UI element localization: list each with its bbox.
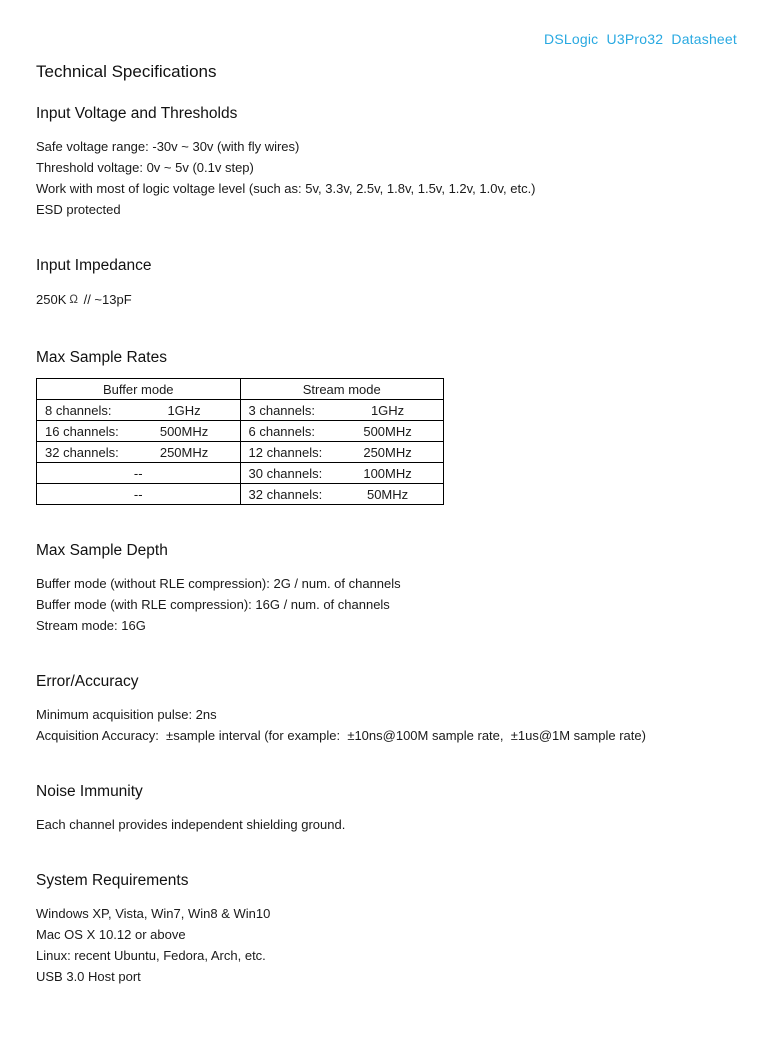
section-body-system-requirements [36, 903, 729, 987]
buffer-mode-cell: 16 channels: 500MHz [45, 423, 209, 439]
column-header-buffer-mode: Buffer mode [37, 379, 241, 400]
buffer-mode-cell: 32 channels: 250MHz [45, 444, 209, 460]
table-row [37, 400, 444, 421]
spec-line: Buffer mode (without RLE compression): 2G / num. of channels [36, 576, 401, 591]
impedance-value [36, 289, 729, 312]
section-body-max-sample-depth [36, 573, 729, 636]
table-header-row [37, 379, 444, 400]
section-heading-max-sample-rates: Max Sample Rates [36, 349, 167, 366]
stream-mode-cell: 32 channels: 50MHz [248, 486, 409, 502]
section-body-error-accuracy [36, 704, 729, 746]
stream-mode-cell: 3 channels: 1GHz [248, 402, 405, 418]
spec-line: Each channel provides independent shielding ground. [36, 817, 346, 832]
section-body-noise-immunity [36, 814, 729, 835]
buffer-mode-cell: 8 channels: 1GHz [45, 402, 201, 418]
section-heading-noise-immunity: Noise Immunity [36, 783, 143, 800]
section-body-input-voltage [36, 136, 729, 220]
stream-mode-cell: 30 channels: 100MHz [248, 465, 412, 481]
section-heading-max-sample-depth: Max Sample Depth [36, 542, 168, 559]
spec-line: Windows XP, Vista, Win7, Win8 & Win10 [36, 906, 271, 921]
document-header-title: DSLogic U3Pro32 Datasheet [544, 31, 737, 47]
table-row [37, 484, 444, 505]
impedance-suffix: // ~13pF [79, 292, 132, 307]
impedance-prefix: 250K [36, 292, 67, 307]
table-row [37, 421, 444, 442]
buffer-mode-cell-empty: -- [37, 484, 241, 505]
spec-line: Safe voltage range: -30v ~ 30v (with fly wires) [36, 139, 300, 154]
section-heading-input-impedance: Input Impedance [36, 257, 152, 274]
spec-line: Threshold voltage: 0v ~ 5v (0.1v step) [36, 160, 254, 175]
table-row [37, 463, 444, 484]
page-title: Technical Specifications [36, 62, 217, 81]
stream-mode-cell: 6 channels: 500MHz [248, 423, 412, 439]
spec-line: Work with most of logic voltage level (such as: 5v, 3.3v, 2.5v, 1.8v, 1.5v, 1.2v, 1.0v, etc.) [36, 181, 536, 196]
section-heading-error-accuracy: Error/Accuracy [36, 673, 139, 690]
stream-mode-cell: 12 channels: 250MHz [248, 444, 412, 460]
column-header-stream-mode: Stream mode [240, 379, 444, 400]
spec-line: Linux: recent Ubuntu, Fedora, Arch, etc. [36, 948, 266, 963]
table-row [37, 442, 444, 463]
spec-line: Acquisition Accuracy: ±sample interval (for example: ±10ns@100M sample rate, ±1us@1M sample rate) [36, 728, 646, 743]
sample-rates-table [36, 378, 444, 505]
spec-line: ESD protected [36, 202, 121, 217]
spec-line: USB 3.0 Host port [36, 969, 141, 984]
spec-line: Mac OS X 10.12 or above [36, 927, 186, 942]
buffer-mode-cell-empty: -- [37, 463, 241, 484]
omega-symbol: Ω [69, 294, 78, 306]
page-content [36, 0, 729, 987]
section-heading-input-voltage: Input Voltage and Thresholds [36, 105, 238, 122]
spec-line: Stream mode: 16G [36, 618, 146, 633]
spec-line: Buffer mode (with RLE compression): 16G / num. of channels [36, 597, 390, 612]
section-heading-system-requirements: System Requirements [36, 872, 189, 889]
spec-line: Minimum acquisition pulse: 2ns [36, 707, 217, 722]
